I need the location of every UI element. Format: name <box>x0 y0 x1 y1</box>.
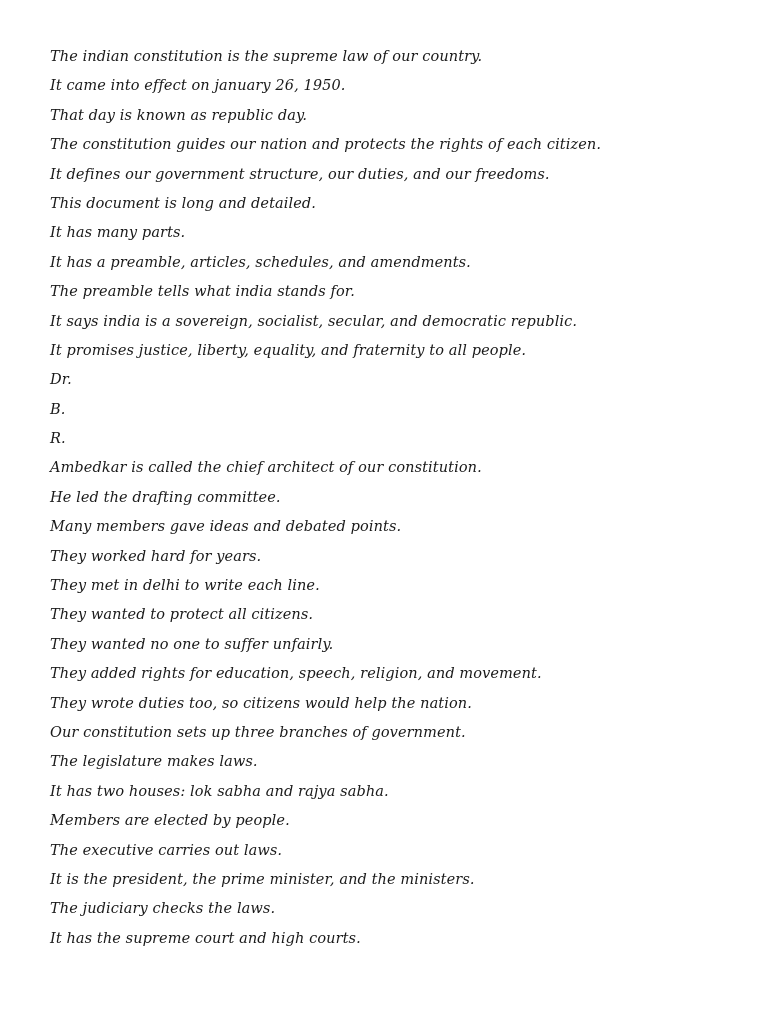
text-line: It promises justice, liberty, equality, and fraternity to all people. <box>50 342 527 359</box>
text-line: It came into effect on january 26, 1950. <box>50 78 346 95</box>
text-line: B. <box>50 401 66 418</box>
text-line: They met in delhi to write each line. <box>50 578 320 595</box>
text-line: That day is known as republic day. <box>50 107 308 124</box>
text-line: Members are elected by people. <box>50 813 290 830</box>
text-line: R. <box>50 431 66 448</box>
text-line: He led the drafting committee. <box>50 489 281 506</box>
text-line: They wanted to protect all citizens. <box>50 607 314 624</box>
text-line: They wanted no one to suffer unfairly. <box>50 636 334 653</box>
text-line: The constitution guides our nation and protects the rights of each citizen. <box>50 137 602 154</box>
text-line: They wrote duties too, so citizens would help the nation. <box>50 695 472 712</box>
text-line: The legislature makes laws. <box>50 754 258 771</box>
text-line: Our constitution sets up three branches of government. <box>50 724 466 741</box>
text-line: It has two houses: lok sabha and rajya sabha. <box>50 783 389 800</box>
text-line: Dr. <box>50 372 72 389</box>
text-line: This document is long and detailed. <box>50 195 317 212</box>
text-line: It has the supreme court and high courts. <box>50 930 361 947</box>
text-line: It is the president, the prime minister, and the ministers. <box>50 871 475 888</box>
text-line: It has many parts. <box>50 225 186 242</box>
text-line: The preamble tells what india stands for. <box>50 284 355 301</box>
text-line: The executive carries out laws. <box>50 842 283 859</box>
text-line: It says india is a sovereign, socialist, secular, and democratic republic. <box>50 313 578 330</box>
text-line: The indian constitution is the supreme law of our country. <box>50 49 483 65</box>
text-line: The judiciary checks the laws. <box>50 901 276 918</box>
text-line: Many members gave ideas and debated points. <box>50 519 402 536</box>
text-line: They worked hard for years. <box>50 548 262 565</box>
text-line: They added rights for education, speech, religion, and movement. <box>50 666 542 683</box>
text-line: It has a preamble, articles, schedules, and amendments. <box>50 254 471 271</box>
text-line: Ambedkar is called the chief architect of our constitution. <box>50 460 482 477</box>
text-lines <box>50 43 601 954</box>
text-line: It defines our government structure, our duties, and our freedoms. <box>50 166 550 183</box>
